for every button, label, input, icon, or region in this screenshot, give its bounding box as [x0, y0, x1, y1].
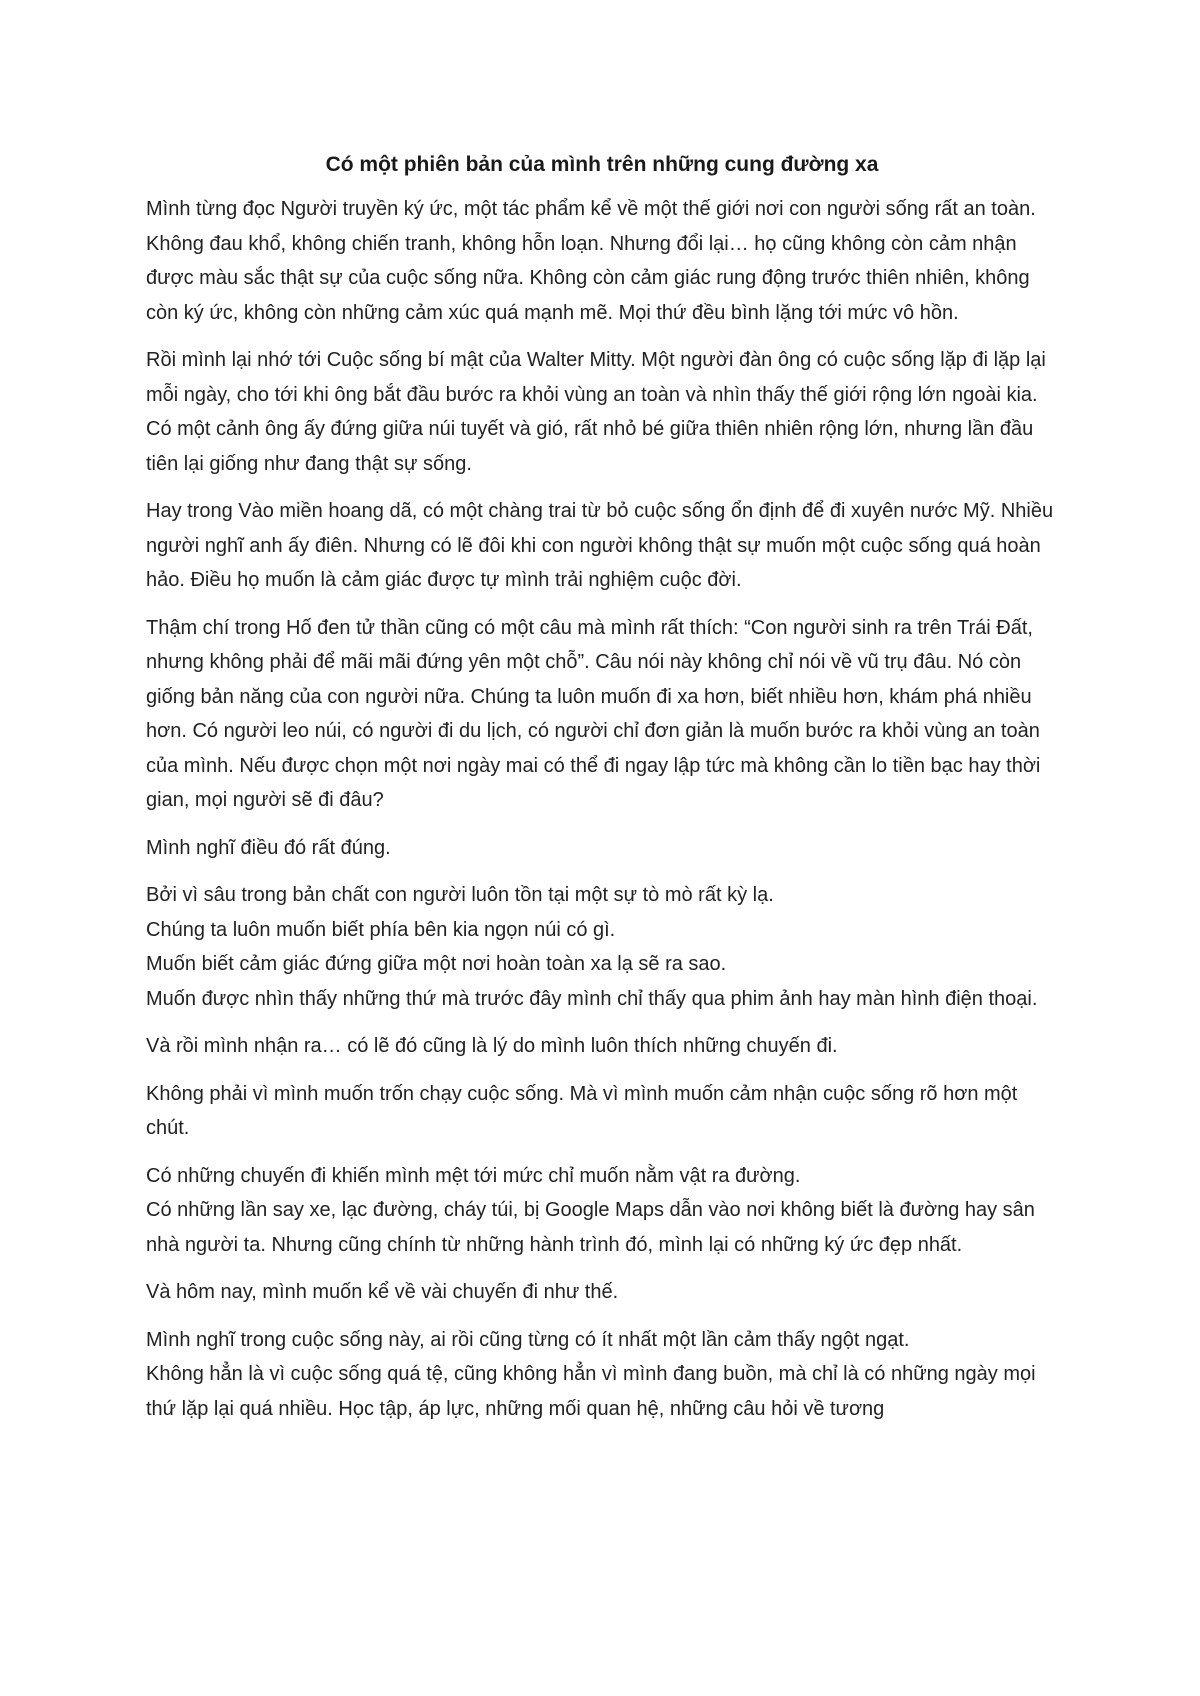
- paragraph-10: [146, 1275, 1058, 1310]
- paragraph-line: Chúng ta luôn muốn biết phía bên kia ngọn núi có gì.: [146, 918, 616, 941]
- paragraph-line: Mình từng đọc Người truyền ký ức, một tác phẩm kể về một thế giới nơi con người sống rất an toàn. Không đau khổ, không chiến tranh, không hỗn loạn. Nhưng đổi lại… họ cũng không còn cảm nhận được màu sắc thật sự của cuộc sống nữa. Không còn cảm giác rung động trước thiên nhiên, không còn ký ức, không còn những cảm xúc quá mạnh mẽ. Mọi thứ đều bình lặng tới mức vô hồn.: [146, 198, 1036, 324]
- paragraph-line: Không phải vì mình muốn trốn chạy cuộc sống. Mà vì mình muốn cảm nhận cuộc sống rõ hơn một chút.: [146, 1082, 1018, 1139]
- paragraph-line: Và rồi mình nhận ra… có lẽ đó cũng là lý do mình luôn thích những chuyến đi.: [146, 1035, 838, 1057]
- paragraph-line: Và hôm nay, mình muốn kể về vài chuyến đi như thế.: [146, 1281, 619, 1303]
- paragraph-3: [146, 494, 1058, 598]
- paragraph-line: Không hẳn là vì cuộc sống quá tệ, cũng không hẳn vì mình đang buồn, mà chỉ là có những ngày mọi thứ lặp lại quá nhiều. Học tập, áp lực, những mối quan hệ, những câu hỏi về tương: [146, 1363, 1036, 1420]
- paragraph-line: Hay trong Vào miền hoang dã, có một chàng trai từ bỏ cuộc sống ổn định để đi xuyên nước Mỹ. Nhiều người nghĩ anh ấy điên. Nhưng có lẽ đôi khi con người không thật sự muốn một cuộc sống quá hoàn hảo. Điều họ muốn là cảm giác được tự mình trải nghiệm cuộc đời.: [146, 500, 1054, 591]
- paragraph-6: [146, 878, 1058, 1016]
- paragraph-1: [146, 192, 1058, 330]
- paragraph-line: Muốn được nhìn thấy những thứ mà trước đây mình chỉ thấy qua phim ảnh hay màn hình điện thoại.: [146, 987, 1038, 1010]
- paragraph-line: Muốn biết cảm giác đứng giữa một nơi hoàn toàn xa lạ sẽ ra sao.: [146, 953, 727, 975]
- paragraph-2: [146, 343, 1058, 481]
- paragraph-4: [146, 611, 1058, 818]
- paragraph-line: Có những lần say xe, lạc đường, cháy túi, bị Google Maps dẫn vào nơi không biết là đường hay sân nhà người ta. Nhưng cũng chính từ những hành trình đó, mình lại có những ký ức đẹp nhất.: [146, 1199, 1035, 1256]
- document-title: Có một phiên bản của mình trên những cung đường xa: [325, 153, 879, 176]
- paragraph-8: [146, 1077, 1058, 1146]
- paragraph-line: Mình nghĩ trong cuộc sống này, ai rồi cũng từng có ít nhất một lần cảm thấy ngột ngạt.: [146, 1328, 910, 1351]
- paragraph-9: [146, 1159, 1058, 1263]
- paragraph-line: Mình nghĩ điều đó rất đúng.: [146, 836, 391, 859]
- paragraph-line: Rồi mình lại nhớ tới Cuộc sống bí mật của Walter Mitty. Một người đàn ông có cuộc sống lặp đi lặp lại mỗi ngày, cho tới khi ông bắt đầu bước ra khỏi vùng an toàn và nhìn thấy thế giới rộng lớn ngoài kia. Có một cảnh ông ấy đứng giữa núi tuyết và gió, rất nhỏ bé giữa thiên nhiên rộng lớn, nhưng lần đầu tiên lại giống như đang thật sự sống.: [146, 349, 1046, 475]
- paragraph-7: [146, 1029, 1058, 1064]
- document-body: [146, 148, 1058, 1439]
- paragraph-line: Thậm chí trong Hố đen tử thần cũng có một câu mà mình rất thích: “Con người sinh ra trên Trái Đất, nhưng không phải để mãi mãi đứng yên một chỗ”. Câu nói này không chỉ nói về vũ trụ đâu. Nó còn giống bản năng của con người nữa. Chúng ta luôn muốn đi xa hơn, biết nhiều hơn, khám phá nhiều hơn. Có người leo núi, có người đi du lịch, có người chỉ đơn giản là muốn bước ra khỏi vùng an toàn của mình. Nếu được chọn một nơi ngày mai có thể đi ngay lập tức mà không cần lo tiền bạc hay thời gian, mọi người sẽ đi đâu?: [146, 616, 1041, 811]
- paragraph-11: [146, 1323, 1058, 1427]
- paragraph-line: Bởi vì sâu trong bản chất con người luôn tồn tại một sự tò mò rất kỳ lạ.: [146, 884, 774, 906]
- paragraph-line: Có những chuyến đi khiến mình mệt tới mức chỉ muốn nằm vật ra đường.: [146, 1164, 801, 1187]
- paragraph-5: [146, 831, 1058, 866]
